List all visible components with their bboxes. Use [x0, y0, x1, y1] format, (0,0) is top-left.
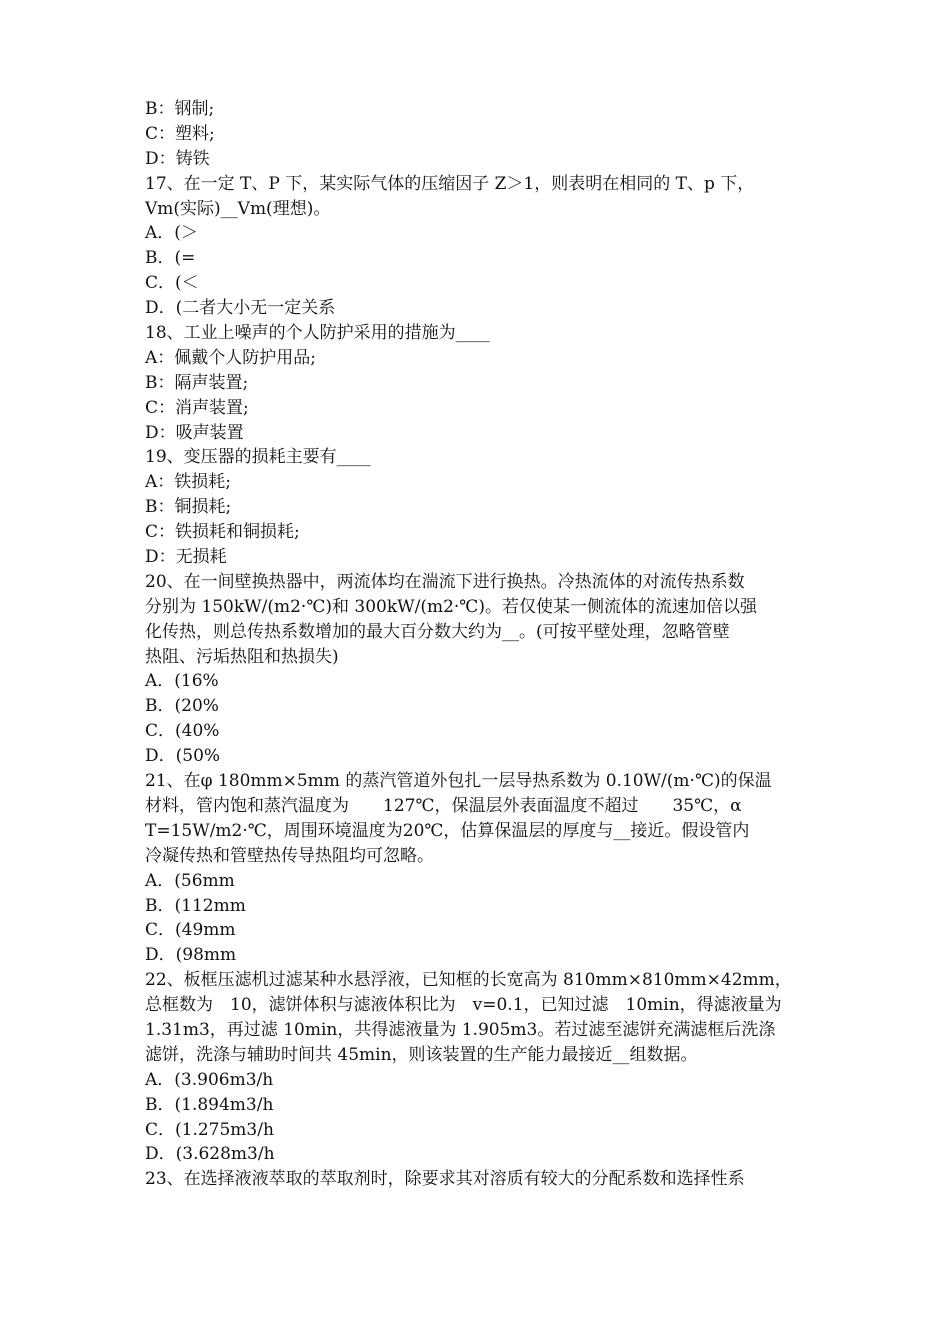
- document-body: [145, 97, 807, 1192]
- question-18: 18、工业上噪声的个人防护采用的措施为____: [145, 323, 490, 344]
- option-line: B：钢制;: [145, 99, 215, 119]
- option-line: A．(＞: [145, 223, 198, 244]
- question-20-line-1: 20、在一间壁换热器中，两流体均在湍流下进行换热。冷热流体的对流传热系数: [145, 571, 745, 592]
- question-21-line-4: 冷凝传热和管壁热传导热阻均可忽略。: [145, 845, 434, 866]
- question-22-line-2: 总框数为 10，滤饼体积与滤液体积比为 v=0.1，已知过滤 10min，得滤液量为: [145, 995, 782, 1016]
- option-line: C．(49mm: [145, 920, 236, 941]
- question-19: 19、变压器的损耗主要有____: [145, 447, 371, 468]
- option-line: D：无损耗: [145, 547, 227, 568]
- question-23-line-1: 23、在选择液液萃取的萃取剂时，除要求其对溶质有较大的分配系数和选择性系: [145, 1169, 745, 1190]
- question-17-line-2: Vm(实际)__Vm(理想)。: [145, 198, 331, 219]
- option-line: A．(16%: [145, 671, 219, 692]
- question-22-line-3: 1.31m3，再过滤 10min，共得滤液量为 1.905m3。若过滤至滤饼充满滤框后洗涤: [145, 1019, 776, 1040]
- option-line: D．(二者大小无一定关系: [145, 298, 336, 319]
- question-21-line-2: 材料，管内饱和蒸汽温度为 127℃，保温层外表面温度不超过 35℃，α: [145, 795, 742, 816]
- option-line: B：隔声装置;: [145, 372, 249, 393]
- option-line: B．(20%: [145, 696, 219, 717]
- option-line: A．(56mm: [145, 870, 235, 891]
- option-line: B：铜损耗;: [145, 497, 232, 518]
- option-line: D．(98mm: [145, 945, 237, 966]
- option-line: D：吸声装置: [145, 422, 244, 443]
- option-line: C：塑料;: [145, 123, 215, 144]
- option-line: C：消声装置;: [145, 397, 249, 418]
- option-line: D．(50%: [145, 746, 221, 767]
- option-line: B．(1.894m3/h: [145, 1094, 274, 1115]
- option-line: C．(40%: [145, 721, 220, 742]
- question-22-line-4: 滤饼，洗涤与辅助时间共 45min，则该装置的生产能力最接近__组数据。: [145, 1044, 698, 1065]
- option-line: C．(1.275m3/h: [145, 1119, 274, 1140]
- option-line: D：铸铁: [145, 148, 210, 169]
- question-20-line-3: 化传热，则总传热系数增加的最大百分数大约为__。(可按平壁处理，忽略管壁: [145, 621, 730, 642]
- option-line: C：铁损耗和铜损耗;: [145, 522, 300, 543]
- option-line: B．(112mm: [145, 895, 246, 916]
- question-21-line-1: 21、在φ 180mm×5mm 的蒸汽管道外包扎一层导热系数为 0.10W/(m·℃)的保温: [145, 771, 772, 792]
- option-line: A：佩戴个人防护用品;: [145, 347, 317, 368]
- option-line: C．(＜: [145, 273, 199, 294]
- option-line: B．(=: [145, 248, 196, 269]
- option-line: A．(3.906m3/h: [145, 1069, 274, 1090]
- option-line: A：铁损耗;: [145, 472, 232, 493]
- question-21-line-3: T=15W/m2·℃，周围环境温度为20℃，估算保温层的厚度与__接近。假设管内: [145, 820, 750, 841]
- option-line: D．(3.628m3/h: [145, 1144, 275, 1165]
- question-20-line-4: 热阻、污垢热阻和热损失): [145, 646, 339, 667]
- question-22-line-1: 22、板框压滤机过滤某种水悬浮液，已知框的长宽高为 810mm×810mm×42mm，: [145, 970, 792, 991]
- question-20-line-2: 分别为 150kW/(m2·℃)和 300kW/(m2·℃)。若仅使某一侧流体的流速加倍以强: [145, 596, 757, 617]
- question-17-line-1: 17、在一定 T、P 下，某实际气体的压缩因子 Z＞1，则表明在相同的 T、p 下，: [145, 173, 755, 194]
